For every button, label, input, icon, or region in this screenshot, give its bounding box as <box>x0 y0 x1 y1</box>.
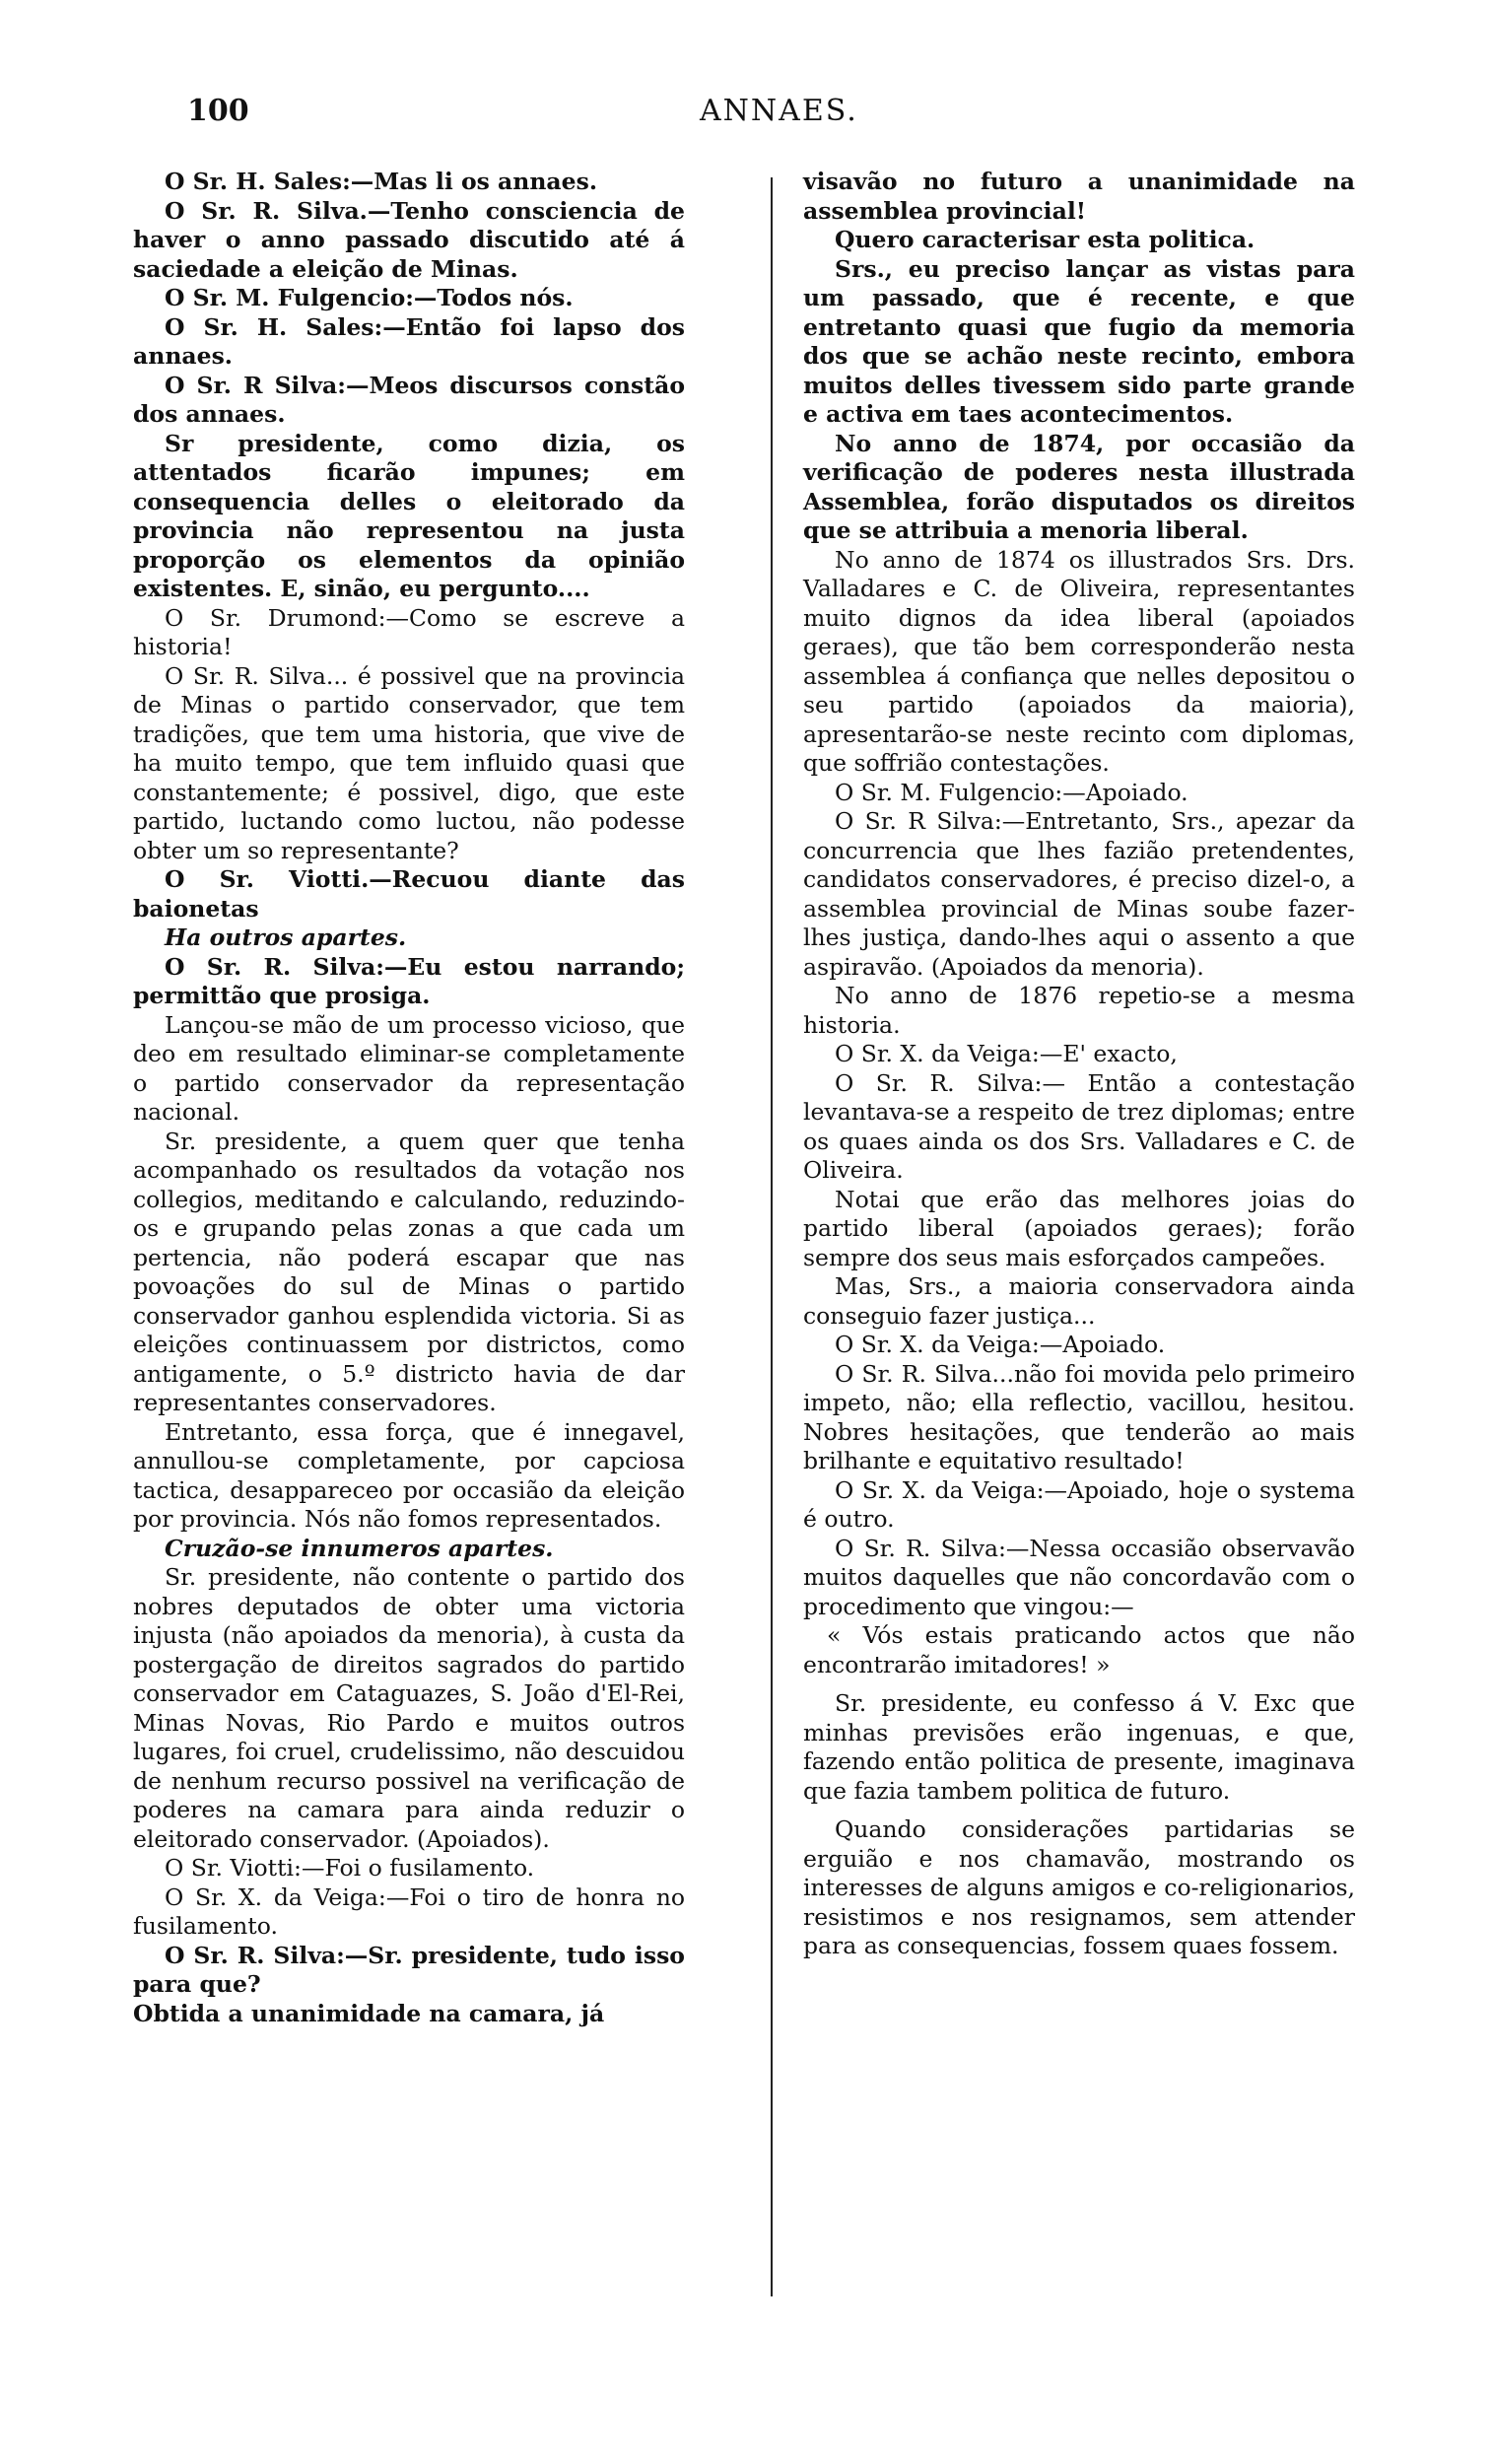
paragraph: O Sr. Drumond:—Como se escreve a historia! <box>133 603 685 660</box>
paragraph: O Sr. M. Fulgencio:—Apoiado. <box>835 778 1188 806</box>
column-divider <box>771 177 773 2296</box>
paragraph: Ha outros apartes. <box>165 924 407 951</box>
page-number: 100 <box>187 94 249 128</box>
paragraph: Entretanto, essa força, que é innegavel, annullou-se completamente, por capciosa tactica, desappareceo por occasião da eleição por provincia. Nós não fomos representados. <box>133 1417 685 1533</box>
paragraph: Sr presidente, como dizia, os attentados ficarão impunes; em consequencia delles o eleitorado da provincia não representou na justa proporção os elementos da opinião existentes. E, sinão, eu pergunto.... <box>133 429 685 602</box>
paragraph: O Sr. X. da Veiga:—Apoiado. <box>835 1331 1166 1358</box>
paragraph: O Sr. R. Silva.—Tenho consciencia de haver o anno passado discutido até á saciedade a eleição de Minas. <box>133 196 685 283</box>
paragraph: O Sr. H. Sales:—Então foi lapso dos annaes. <box>133 312 685 370</box>
left-column <box>133 168 685 2028</box>
paragraph: Sr. presidente, não contente o partido dos nobres deputados de obter uma victoria injusta (não apoiados da menoria), à custa da postergação de direitos sagrados do partido conservador em Cataguazes, S. João d'El-Rei, Minas Novas, Rio Pardo e muitos outros lugares, foi cruel, crudelissimo, não descuidou de nenhum recurso possivel na verificação de poderes na camara para ainda reduzir o eleitorado conservador. (Apoiados). <box>133 1563 685 1853</box>
paragraph: Quero caracterisar esta politica. <box>835 226 1255 253</box>
paragraph: O Sr. R. Silva:—Eu estou narrando; permittão que prosiga. <box>133 952 685 1009</box>
paragraph: O Sr. R. Silva:— Então a contestação levantava-se a respeito de trez diplomas; entre os quaes ainda os dos Srs. Valladares e C. de Oliveira. <box>803 1068 1355 1184</box>
paragraph: O Sr. Viotti.—Recuou diante das baionetas <box>133 865 685 923</box>
paragraph: O Sr. R Silva:—Meos discursos constão dos annaes. <box>133 371 685 428</box>
paragraph: O Sr. R Silva:—Entretanto, Srs., apezar da concurrencia que lhes fazião pretendentes, candidatos conservadores, é preciso dizel-o, a assemblea provincial de Minas soube fazer-lhes justiça, dando-lhes aqui o assento a que aspiravão. (Apoiados da menoria). <box>803 807 1355 981</box>
paragraph: Quando considerações partidarias se erguião e nos chamavão, mostrando os interesses de alguns amigos e co-religionarios, resistimos e nos resignamos, sem attender para as consequencias, fossem quaes fossem. <box>803 1815 1355 1959</box>
paragraph: O Sr. R. Silva:—Nessa occasião observavão muitos daquelles que não concordavão com o procedimento que vingou:— <box>803 1534 1355 1620</box>
paragraph: Notai que erão das melhores joias do partido liberal (apoiados geraes); forão sempre dos seus mais esforçados campeões. <box>803 1185 1355 1271</box>
paragraph: O Sr. R. Silva:—Sr. presidente, tudo isso para que? <box>133 1941 685 1998</box>
paragraph: O Sr. X. da Veiga:—E' exacto, <box>835 1040 1178 1067</box>
paragraph: O Sr. R. Silva... é possivel que na provincia de Minas o partido conservador, que tem tradições, que tem uma historia, que vive de ha muito tempo, que tem influido quasi que constantemente; é possivel, digo, que este partido, luctando como luctou, não podesse obter um so representante? <box>133 661 685 864</box>
paragraph: Sr. presidente, eu confesso á V. Exc que minhas previsões erão ingenuas, e que, fazendo então politica de presente, imaginava que fazia tambem politica de futuro. <box>803 1689 1355 1805</box>
paragraph: No anno de 1874, por occasião da verificação de poderes nesta illustrada Assemblea, forão disputados os direitos que se attribuia a menoria liberal. <box>803 429 1355 544</box>
paragraph: Mas, Srs., a maioria conservadora ainda conseguio fazer justiça... <box>803 1272 1355 1330</box>
paragraph: O Sr. H. Sales:—Mas li os annaes. <box>165 168 598 195</box>
paragraph: Obtida a unanimidade na camara, já <box>133 1999 605 2027</box>
quotation: « Vós estais praticando actos que não encontrarão imitadores! » <box>803 1621 1355 1678</box>
paragraph: O Sr. Viotti:—Foi o fusilamento. <box>165 1854 535 1882</box>
running-head: ANNAES. <box>700 94 858 128</box>
right-column <box>803 168 1355 1961</box>
paragraph: No anno de 1876 repetio-se a mesma historia. <box>803 982 1355 1039</box>
paragraph: No anno de 1874 os illustrados Srs. Drs. Valladares e C. de Oliveira, representantes muito dignos da idea liberal (apoiados geraes), que tão bem corresponderão nesta assemblea á confiança que nelles depositou o seu partido (apoiados da maioria), apresentarão-se neste recinto com diplomas, que soffrião contestações. <box>803 545 1355 777</box>
paragraph: Sr. presidente, a quem quer que tenha acompanhado os resultados da votação nos collegios, meditando e calculando, reduzindo-os e grupando pelas zonas a que cada um pertencia, não poderá escapar que nas povoações do sul de Minas o partido conservador ganhou esplendida victoria. Si as eleições continuassem por districtos, como antigamente, o 5.º districto havia de dar representantes conservadores. <box>133 1127 685 1416</box>
paragraph: Lançou-se mão de um processo vicioso, que deo em resultado eliminar-se completamente o partido conservador da representação nacional. <box>133 1010 685 1126</box>
paragraph: O Sr. R. Silva...não foi movida pelo primeiro impeto, não; ella reflectio, vacillou, hesitou. Nobres hesitações, que tenderão ao mais brilhante e equitativo resultado! <box>803 1359 1355 1474</box>
spacer <box>803 1806 1355 1815</box>
paragraph: Srs., eu preciso lançar as vistas para um passado, que é recente, e que entretanto quasi que fugio da memoria dos que se achão neste recinto, embora muitos delles tivessem sido parte grande e activa em taes acontecimentos. <box>803 254 1355 428</box>
paragraph: visavão no futuro a unanimidade na assemblea provincial! <box>803 168 1355 225</box>
page-header <box>187 94 1291 153</box>
paragraph: Cruzão-se innumeros apartes. <box>165 1534 554 1562</box>
paragraph: O Sr. X. da Veiga:—Apoiado, hoje o systema é outro. <box>803 1475 1355 1533</box>
paragraph: O Sr. X. da Veiga:—Foi o tiro de honra no fusilamento. <box>133 1882 685 1940</box>
paragraph: O Sr. M. Fulgencio:—Todos nós. <box>165 284 574 311</box>
spacer <box>803 1679 1355 1689</box>
